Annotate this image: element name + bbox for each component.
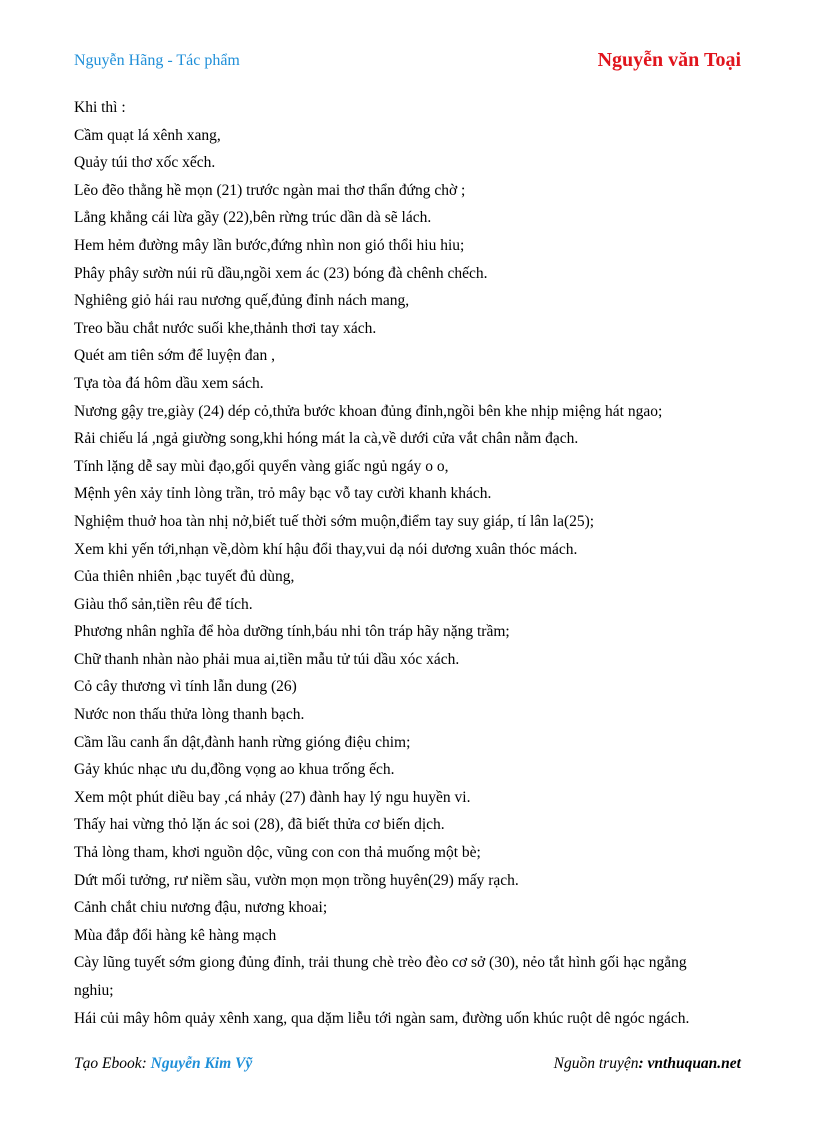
source-site: vnthuquan.net [647,1055,741,1072]
text-line: Tính lặng dễ say mùi đạo,gối quyển vàng giấc ngủ ngáy o o, [74,457,449,475]
text-line: Nước non thấu thửa lòng thanh bạch. [74,706,305,724]
author-name: Nguyễn văn Toại [597,49,741,71]
text-line: Nghiệm thuở hoa tàn nhị nở,biết tuế thời sớm muộn,điểm tay suy giáp, tí lân la(25); [74,512,595,530]
poem-text [74,94,744,1032]
text-line: Cầm quạt lá xênh xang, [74,126,221,144]
text-line: Mệnh yên xảy tỉnh lòng trần, trỏ mây bạc vỗ tay cười khanh khách. [74,485,492,503]
text-line: Cầm lầu canh ẩn dật,đành hanh rừng gióng điệu chim; [74,733,411,751]
text-line: Hem hẻm đường mây lần bước,đứng nhìn non gió thổi hiu hiu; [74,236,465,254]
text-line: Nương gậy tre,giày (24) dép cỏ,thửa bước khoan đủng đỉnh,ngồi bên khe nhịp miệng hát ngao; [74,402,663,420]
text-line: Mùa đắp đổi hàng kê hàng mạch [74,926,277,944]
text-line: Treo bầu chắt nước suối khe,thảnh thơi tay xách. [74,319,377,337]
text-line: Xem khi yến tới,nhạn về,dòm khí hậu đổi thay,vui dạ nói dương xuân thóc mách. [74,540,578,558]
text-line: nghiu; [74,982,114,999]
book-title: Nguyễn Hãng - Tác phẩm [74,52,240,69]
text-line: Hái củi mây hôm quảy xênh xang, qua dặm liễu tới ngàn sam, đường uốn khúc ruột dê ngóc ngách. [74,1009,690,1027]
source-credit [554,1055,741,1073]
ebook-separator: : [141,1055,151,1072]
text-line: Quảy túi thơ xốc xếch. [74,154,216,172]
ebook-author: Nguyễn Kim Vỹ [150,1055,253,1072]
text-line: Quét am tiên sớm để luyện đan , [74,347,276,365]
text-line: Phây phây sườn núi rũ dầu,ngồi xem ác (23) bóng đà chênh chếch. [74,264,488,282]
text-line: Giàu thổ sản,tiền rêu để tích. [74,595,253,613]
ebook-credit [74,1055,252,1073]
text-line: Gảy khúc nhạc ưu du,đồng vọng ao khua trống ếch. [74,761,395,779]
text-line: Lẽo đẽo thằng hề mọn (21) trước ngàn mai thơ thẩn đứng chờ ; [74,181,466,199]
source-label: Nguồn truyện [553,1055,639,1072]
text-line: Dứt mối tưởng, rư niềm sầu, vườn mọn mọn trồng huyên(29) mấy rạch. [74,871,519,889]
text-line: Khi thì : [74,99,126,116]
ebook-label: Tạo Ebook [74,1055,142,1072]
text-line: Cỏ cây thương vì tính lẫn dung (26) [74,678,297,696]
text-line: Lẳng khẳng cái lừa gầy (22),bên rừng trúc dần dà sẽ lách. [74,209,432,227]
text-line: Cày lũng tuyết sớm giong đủng đỉnh, trải thung chè trèo đèo cơ sở (30), nẻo tắt hình gối hạc ngẳng [74,954,687,972]
text-line: Tựa tòa đá hôm dầu xem sách. [74,374,264,392]
text-line: Xem một phút diều bay ,cá nhảy (27) đành hay lý ngu huyền vi. [74,788,471,806]
text-line: Thả lòng tham, khơi nguồn dộc, vũng con con thả muống một bè; [74,844,481,862]
text-line: Thấy hai vừng thỏ lặn ác soi (28), đã biết thửa cơ biến dịch. [74,816,445,834]
text-line: Phương nhân nghĩa để hòa dưỡng tính,báu nhi tôn tráp hãy nặng trầm; [74,623,510,641]
text-line: Của thiên nhiên ,bạc tuyết đủ dùng, [74,568,295,586]
text-line: Nghiêng giỏ hái rau nương quế,đủng đỉnh nách mang, [74,292,410,310]
text-line: Chữ thanh nhàn nào phải mua ai,tiền mẫu tử túi dầu xóc xách. [74,650,460,668]
text-line: Cảnh chắt chiu nương đậu, nương khoai; [74,899,328,917]
text-line: Rải chiếu lá ,ngả giường song,khi hóng mát la cà,về dưới cửa vắt chân nằm đạch. [74,430,579,448]
source-separator: : [638,1055,648,1072]
